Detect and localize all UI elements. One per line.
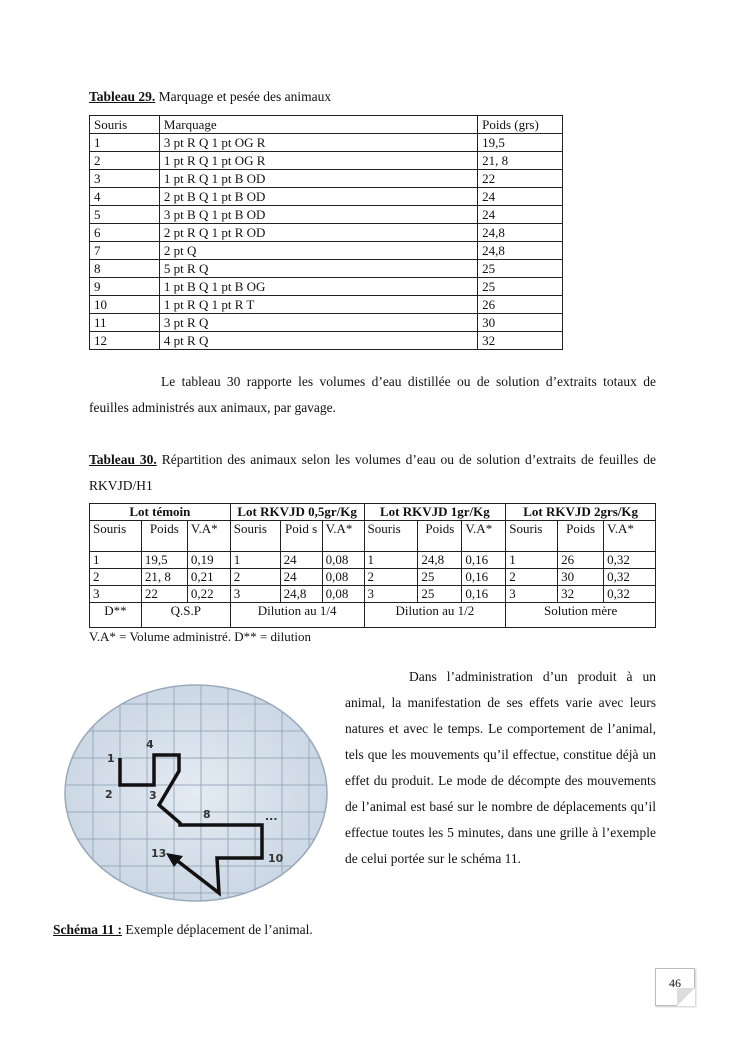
table-cell: 19,5 [141,552,187,569]
table-cell: 0,16 [462,569,506,586]
table-row [90,332,563,350]
table-cell: 25 [418,586,462,603]
table-row [90,296,563,314]
table-row [90,314,563,332]
figure-label: 1 [107,752,115,765]
table29-caption: Tableau 29. Marquage et pesée des animaux [89,89,332,104]
table-cell: 19,5 [478,134,563,152]
table-header-row [90,521,656,552]
table-cell: 0,08 [322,586,364,603]
table-cell: 4 pt R Q [159,332,477,350]
table-cell: 1 [364,552,418,569]
table-header-cell: Souris [506,521,558,552]
table-cell: 0,16 [462,552,506,569]
table-cell: 24,8 [478,242,563,260]
table-cell: 22 [141,586,187,603]
table-cell: 26 [558,552,604,569]
table-cell: 24,8 [280,586,322,603]
table-footer-cell: Q.S.P [141,603,230,628]
table-cell: 30 [478,314,563,332]
table-cell: 2 [364,569,418,586]
table-row [90,206,563,224]
table-cell: 1 [506,552,558,569]
table-header-cell: Souris [90,521,142,552]
table-cell: 25 [478,278,563,296]
table30 [89,503,656,628]
table-cell: 7 [90,242,160,260]
table-cell: 2 pt R Q 1 pt R OD [159,224,477,242]
table-cell: 1 pt R Q 1 pt B OD [159,170,477,188]
table-row [90,586,656,603]
table-row [90,569,656,586]
table-header-cell: V.A* [187,521,230,552]
group-header: Lot RKVJD 1gr/Kg [364,504,506,521]
table-cell: 24 [280,552,322,569]
table-row [90,278,563,296]
table-cell: 0,22 [187,586,230,603]
table-cell: 12 [90,332,160,350]
table-cell: 2 [230,569,280,586]
table-cell: 30 [558,569,604,586]
table-cell: 5 pt R Q [159,260,477,278]
table-cell: 25 [478,260,563,278]
table-footer-cell: Dilution au 1/2 [364,603,506,628]
group-header: Lot témoin [90,504,231,521]
figure-label: 13 [151,847,167,860]
table-cell: 3 [90,586,142,603]
table-cell: 9 [90,278,160,296]
table-row [90,134,563,152]
table-cell: 2 [90,152,160,170]
table-cell: 1 [230,552,280,569]
table-header-cell: V.A* [322,521,364,552]
table29 [89,115,563,350]
table-cell: 10 [90,296,160,314]
table-cell: 3 [90,170,160,188]
table-cell: 1 pt R Q 1 pt OG R [159,152,477,170]
table-cell: 0,08 [322,569,364,586]
table-cell: 1 [90,552,142,569]
table-row [90,552,656,569]
table-cell: 8 [90,260,160,278]
table-cell: 3 pt R Q 1 pt OG R [159,134,477,152]
table-cell: 26 [478,296,563,314]
table30-note: V.A* = Volume administré. D** = dilution [89,629,311,644]
table-cell: 21, 8 [141,569,187,586]
table-header-cell: V.A* [462,521,506,552]
table-cell: 2 [506,569,558,586]
table-header-cell: Marquage [159,116,477,134]
table30-caption: Tableau 30. Répartition des animaux selon les volumes d’eau ou de solution d’extraits de feuilles de RKVJD/H1 [89,452,656,493]
table-cell: 0,32 [604,569,656,586]
table-header-cell: V.A* [604,521,656,552]
table-cell: 24,8 [478,224,563,242]
table-cell: 0,21 [187,569,230,586]
paragraph-behaviour: Dans l’administration d’un produit à un animal, la manifestation de ses effets varie avec leurs natures et avec le temps. Le comportement de l’animal, tels que les mouvements qu’il effectue, constitue déjà un effet du produit. Le mode de décompte des mouvements de l’animal est basé sur le nombre de déplacements qu’il effectue toutes les 5 minutes, dans une grille à l’exemple de celui portée sur le schéma 11. [345,669,656,866]
figure-label: 2 [105,788,113,801]
group-header: Lot RKVJD 2grs/Kg [506,504,656,521]
table-cell: 22 [478,170,563,188]
group-header: Lot RKVJD 0,5gr/Kg [230,504,364,521]
page-number: 46 [669,976,681,990]
table-group-header-row [90,504,656,521]
table-row [90,242,563,260]
table-header-cell: Poid s [280,521,322,552]
table-header-cell: Souris [230,521,280,552]
table-cell: 0,08 [322,552,364,569]
table-footer-row [90,603,656,628]
table-cell: 0,16 [462,586,506,603]
figure-label: 10 [268,852,284,865]
figure-label: 4 [146,738,154,751]
table-footer-cell: Solution mère [506,603,656,628]
table-cell: 1 [90,134,160,152]
table-row [90,170,563,188]
table-footer-cell: D** [90,603,142,628]
table-row [90,224,563,242]
table-cell: 0,32 [604,552,656,569]
table-cell: 3 pt R Q [159,314,477,332]
table-header-cell: Souris [364,521,418,552]
table-cell: 24 [478,188,563,206]
table-cell: 32 [478,332,563,350]
table-row [90,152,563,170]
table-row [90,260,563,278]
table-footer-cell: Dilution au 1/4 [230,603,364,628]
table-cell: 3 [230,586,280,603]
table-header-cell: Poids (grs) [478,116,563,134]
page-number-box [655,968,695,1006]
table-cell: 0,32 [604,586,656,603]
paragraph-intro: Le tableau 30 rapporte les volumes d’eau distillée ou de solution d’extraits totaux de feuilles administrés aux animaux, par gavage. [89,374,656,415]
table-cell: 24,8 [418,552,462,569]
table-cell: 3 [364,586,418,603]
table-header-cell: Poids [558,521,604,552]
table-header-cell: Poids [141,521,187,552]
table-cell: 2 pt B Q 1 pt B OD [159,188,477,206]
table-cell: 0,19 [187,552,230,569]
table-cell: 6 [90,224,160,242]
table-header-cell: Souris [90,116,160,134]
schema-caption: Schéma 11 : Exemple déplacement de l’animal. [53,922,313,937]
table-cell: 3 [506,586,558,603]
table-header-cell: Poids [418,521,462,552]
figure-label: 3 [149,789,157,802]
table-cell: 5 [90,206,160,224]
table-cell: 1 pt R Q 1 pt R T [159,296,477,314]
movement-grid-figure [62,683,330,903]
table-cell: 1 pt B Q 1 pt B OG [159,278,477,296]
table-cell: 3 pt B Q 1 pt B OD [159,206,477,224]
table-cell: 2 pt Q [159,242,477,260]
table-cell: 24 [280,569,322,586]
table-cell: 32 [558,586,604,603]
figure-label: 8 [203,808,211,821]
table-header-row [90,116,563,134]
table-cell: 11 [90,314,160,332]
table-row [90,188,563,206]
page-fold [677,988,695,1006]
table-cell: 21, 8 [478,152,563,170]
table-cell: 2 [90,569,142,586]
figure-label: ... [265,810,278,823]
table-cell: 24 [478,206,563,224]
table-cell: 4 [90,188,160,206]
table-cell: 25 [418,569,462,586]
